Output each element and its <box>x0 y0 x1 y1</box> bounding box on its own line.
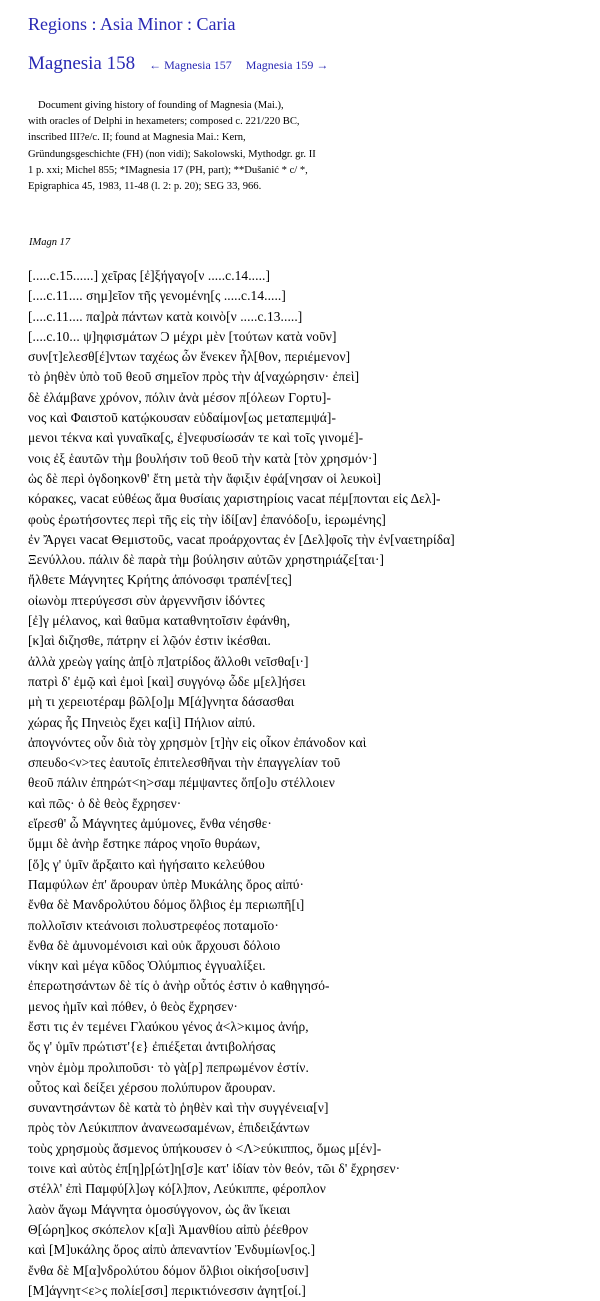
inscription-line: νοις ἐξ ἑαυτῶν τὴμ βουλήσιν τοῦ θεοῦ τὴν κατὰ [τὸν χρησμόν·] <box>28 450 378 466</box>
inscription-line: [κ]αὶ διζησθε, πάτρην εἰ λῷόν ἐστιν ἱκέσθαι. <box>28 633 271 649</box>
inscription-line: τοινε καὶ αὐτὸς ἐπ[η]ρ[ώτ]η[σ]ε κατ' ἰδίαν τὸν θεόν, τῶι δ' ἔχρησεν· <box>28 1161 401 1177</box>
inscription-line: Ξενύλλου. πάλιν δὲ παρὰ τὴμ βούλησιν αὐτῶν χρηστηριάζε[ται·] <box>28 552 385 568</box>
description-line: Epigraphica 45, 1983, 11-48 (l. 2: p. 20); SEG 33, 966. <box>28 181 262 193</box>
description-line: inscribed III?e/c. II; found at Magnesia Mai.: Kern, <box>28 132 246 144</box>
inscription-line: καὶ [Μ]υκάλης ὄρος αἰπὺ ἀπεναντίον Ἐνδυμίων[ος.] <box>28 1242 316 1258</box>
inscription-line: Παμφύλων ἐπ' ἄρουραν ὑπὲρ Μυκάλης ὄρος αἰπύ· <box>28 876 305 892</box>
inscription-line: ἐπερωτησάντων δὲ τίς ὁ ἀνὴρ οὗτός ἐστιν ὁ καθηγησό- <box>28 978 330 994</box>
inscription-line: ἔνθα δὲ Μ[α]νδρολύτου δόμον ὄλβιοι οἰκήσο[υσιν] <box>28 1262 309 1278</box>
prev-inscription-link[interactable]: ← Magnesia 157 <box>149 58 232 72</box>
description-line: 1 p. xxi; Michel 855; *IMagnesia 17 (PH, part); **Dušanić * c/ *, <box>28 164 308 176</box>
inscription-line: νίκην καὶ μέγα κῦδος Ὀλύμπιος ἐγγυαλίξει. <box>28 958 266 974</box>
inscription-line: εἴρεσθ' ὦ Μάγνητες ἀμύμονες, ἔνθα νέησθε· <box>28 816 272 832</box>
inscription-line: [ὅ]ς γ' ὑμῖν ἄρξαιτο καὶ ἡγήσαιτο κελεύθου <box>28 856 265 872</box>
inscription-line: ἔνθα δὲ Μανδρολύτου δόμος ὄλβιος ἐμ περιωπῆ[ι] <box>28 897 305 913</box>
inscription-line: χώρας ἧς Πηνειὸς ἔχει κα[ὶ] Πήλιον αἰπύ. <box>28 714 256 730</box>
inscription-line: [Μ]άγνητ<ε>ς πολίε[σσι] περικτιόνεσσιν ἀγητ[οί.] <box>28 1282 306 1298</box>
next-inscription-link[interactable]: Magnesia 159 → <box>245 58 329 72</box>
inscription-line: [....c.11.... πα]ρὰ πάντων κατὰ κοινὸ[ν .....c.13.....] <box>28 308 303 324</box>
description-line: Document giving history of founding of Magnesia (Mai.), <box>38 100 284 111</box>
inscription-line: θεοῦ πάλιν ἐπηρώτ<η>σαμ πέμψαντες ὅπ[ο]υ στέλλοιεν <box>28 775 335 791</box>
inscription-line: ὅς γ' ὑμῖν πρώτιστ'{ε} ἐπιέξεται ἀντιβολήσας <box>28 1039 276 1055</box>
description-line: with oracles of Delphi in hexameters; composed c. 221/220 BC, <box>28 116 300 128</box>
inscription-line: νος καὶ Φαιστοῦ κατῴκουσαν εὐδαίμον[ως μεταπεμψά]- <box>28 410 337 426</box>
inscription-line: οὗτος καὶ δείξει χέρσου πολύπυρον ἄρουραν. <box>28 1079 276 1095</box>
inscription-line: ἐν Ἄργει vacat Θεμιστοῦς, vacat προάρχοντας ἐν [Δελ]φοῖς τὴν ἐν[ναετηρίδα] <box>28 531 455 547</box>
breadcrumb[interactable]: Regions : Asia Minor : Caria <box>28 14 236 34</box>
inscription-line: τοὺς χρησμοὺς ἄσμενος ὑπήκουσεν ὁ <Λ>εύκιππος, ὅμως μ[έν]- <box>28 1140 382 1156</box>
inscription-description <box>28 98 388 195</box>
inscription-line: [....c.11.... σημ]εῖον τῆς γενομένη[ς .....c.14.....] <box>28 288 286 304</box>
inscription-line: συν[τ]ελεσθ[έ]ντων ταχέως ὧν ἕνεκεν ἦλ[θον, περιέμενον] <box>28 349 351 365</box>
inscription-line: οἰωνὸμ πτερύγεσσι σὺν ἀργεννῆσιν ἰδόντες <box>28 592 265 608</box>
inscription-line: πρὸς τὸν Λεύκιππον ἀνανεωσαμένων, ἐπιδειξάντων <box>28 1120 310 1136</box>
inscription-line: Θ[ώρη]κος σκόπελον κ[α]ὶ Ἀμανθίου αἰπὺ ῥέεθρον <box>28 1221 309 1237</box>
inscription-line: ἀπογνόντες οὖν διὰ τὸγ χρησμὸν [τ]ὴν εἰς οἶκον ἐπάνοδον καὶ <box>28 734 367 750</box>
inscription-line: ὕμμι δὲ ἀνὴρ ἔστηκε πάρος νηοῖο θυράων, <box>28 836 261 852</box>
inscription-line: στέλλ' ἐπὶ Παμφύ[λ]ωγ κό[λ]πον, Λεύκιππε, φέροπλον <box>28 1181 326 1197</box>
inscription-reference: IMagn 17 <box>29 237 71 248</box>
inscription-line: [....c.10... ψ]ηφισμάτων Ͻ μέχρι μὲν [τούτων κατὰ νοῦν] <box>28 328 337 344</box>
inscription-line: λαὸν ἄγωμ Μάγνητα ὁμοσύγγονον, ὡς ἂν ἵκειαι <box>28 1201 291 1217</box>
inscription-line: μενοι τέκνα καὶ γυναῖκα[ς, ἐ]νεφυσίωσάν τε καὶ τοῖς γινομέ]- <box>28 430 364 446</box>
inscription-line: σπευδο<ν>τες ἑαυτοῖς ἐπιτελεσθῆναι τὴν ἐπαγγελίαν τοῦ <box>28 755 341 771</box>
inscription-line: ὡς δὲ περὶ ὀγδοηκονθ' ἔτη μετὰ τὴν ἄφιξιν ἐφά[νησαν οἱ λευκοὶ] <box>28 470 382 486</box>
inscription-line: φοὺς ἐρωτήσοντες περὶ τῆς εἰς τὴν ἰδί[αν] ἐπανόδο[υ, ἱερωμένης] <box>28 511 386 527</box>
inscription-line: ἔνθα δὲ ἀμυνομένοισι καὶ οὐκ ἄρχουσι δόλοιο <box>28 937 281 953</box>
inscription-text <box>28 266 594 1301</box>
page-title: Magnesia 158 <box>28 53 136 74</box>
inscription-line: [ἐ]γ μέλανος, καὶ θαῦμα καταθνητοῖσιν ἐφάνθη, <box>28 613 291 629</box>
inscription-nav <box>28 53 338 75</box>
inscription-line: ἤλθετε Μάγνητες Κρήτης ἀπόνοσφι τραπέν[τες] <box>28 572 292 588</box>
inscription-line: καὶ πῶς· ὁ δὲ θεὸς ἔχρησεν· <box>28 795 182 811</box>
inscription-line: μενος ἡμῖν καὶ πόθεν, ὁ θεὸς ἔχρησεν· <box>28 998 238 1014</box>
inscription-line: τὸ ῥηθὲν ὑπὸ τοῦ θεοῦ σημεῖον πρὸς τὴν ἀ[ναχώρησιν· ἐπεὶ] <box>28 369 360 385</box>
inscription-line: ἀλλὰ χρεὼγ γαίης ἀπ[ὸ π]ατρίδος ἄλλοθι νεῖσθα[ι·] <box>28 653 309 669</box>
inscription-line: ἔστι τις ἐν τεμένει Γλαύκου γένος ἀ<λ>κιμος ἀνήρ, <box>28 1018 309 1034</box>
inscription-line: πατρὶ δ' ἐμῷ καὶ ἐμοὶ [καὶ] συγγόνῳ ὧδε μ[ελ]ήσει <box>28 673 306 689</box>
inscription-line: [.....c.15......] χεῖρας [ἐ]ξήγαγο[ν .....c.14.....] <box>28 268 271 283</box>
inscription-line: πολλοῖσιν κτεάνοισι πολυστρεφέος ποταμοῖο· <box>28 917 279 933</box>
inscription-line: μὴ τι χερειοτέραμ βῶλ[ο]μ Μ[ά]γνητα δάσασθαι <box>28 694 295 710</box>
inscription-line: δὲ ἐλάμβανε χρόνον, πόλιν ἀνὰ μέσον π[όλεων Γορτυ]- <box>28 389 332 405</box>
inscription-line: κόρακες, vacat εὐθέως ἅμα θυσίαις χαριστηρίοις vacat πέμ[πονται εἰς Δελ]- <box>28 491 441 507</box>
inscription-line: συναντησάντων δὲ κατὰ τὸ ῥηθὲν καὶ τὴν συγγένεια[ν] <box>28 1100 329 1116</box>
description-line: Gründungsgeschichte (FH) (non vidi); Sakolowski, Mythodgr. gr. II <box>28 148 316 160</box>
inscription-line: νηὸν ἐμὸμ προλιποῦσι· τὸ γὰ[ρ] πεπρωμένον ἐστίν. <box>28 1059 309 1075</box>
